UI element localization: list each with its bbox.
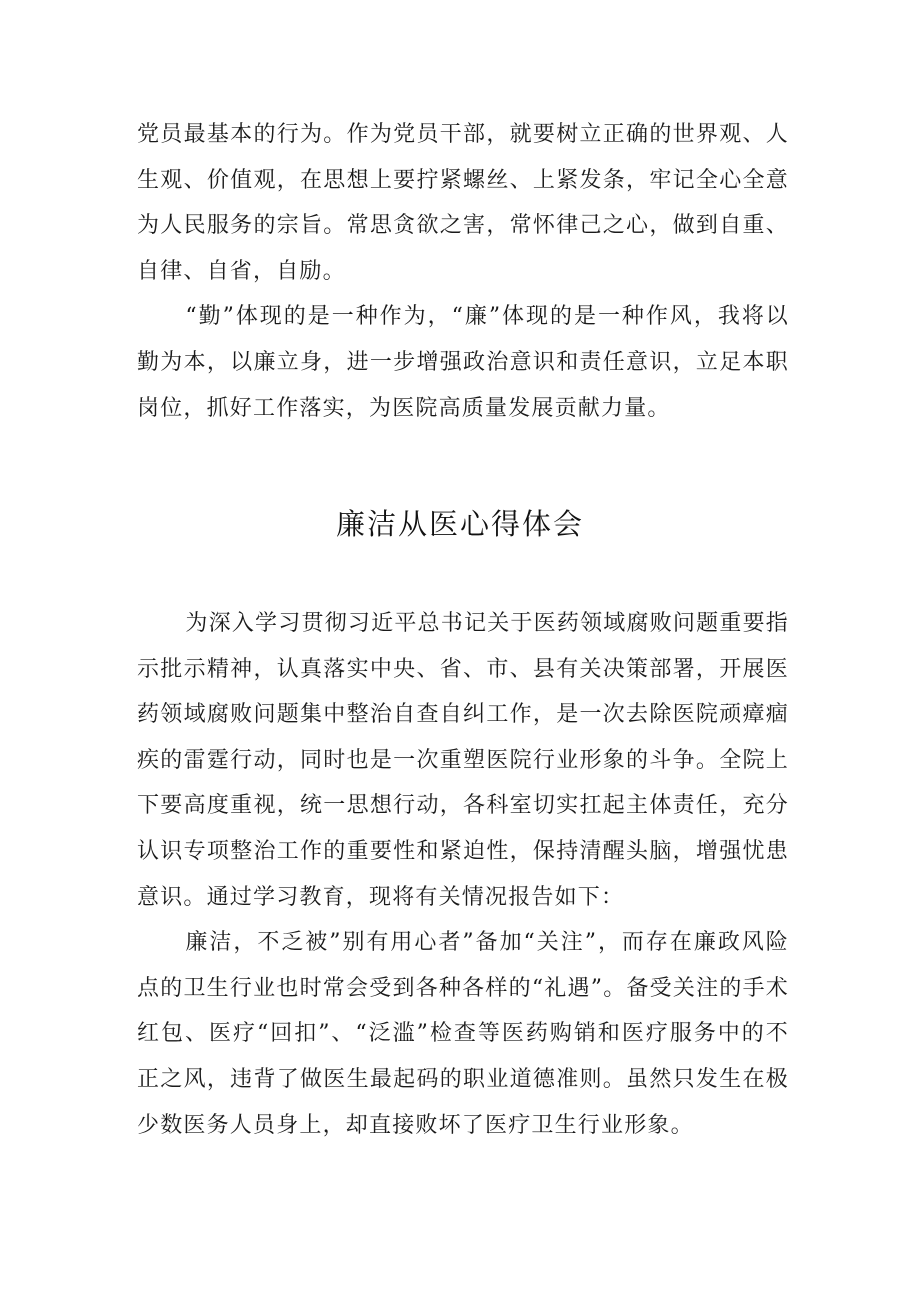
- paragraph-intro: 为深入学习贯彻习近平总书记关于医药领域腐败问题重要指示批示精神，认真落实中央、省、市、县有关决策部署，开展医药领域腐败问题集中整治自查自纠工作，是一次去除医院顽瘴痼疾的雷霆行动，同时也是一次重塑医院行业形象的斗争。全院上下要高度重视，统一思想行动，各科室切实扛起主体责任，充分认识专项整治工作的重要性和紧迫性，保持清醒头脑，增强忧患意识。通过学习教育，现将有关情况报告如下：: [137, 611, 789, 910]
- article-title: 廉洁从医心得体会: [335, 507, 584, 541]
- paragraph-diligence-integrity: “勤”体现的是一种作为，“廉”体现的是一种作风，我将以勤为本，以廉立身，进一步增强政治意识和责任意识，立足本职岗位，抓好工作落实，为医院高质量发展贡献力量。: [137, 304, 789, 421]
- previous-section-text: [137, 112, 789, 431]
- paragraph-integrity: 廉洁，不乏被”别有用心者”备加“关注”，而存在廉政风险点的卫生行业也时常会受到各种各样的“礼遇”。备受关注的手术红包、医疗“回扣”、“泛滥”检查等医药购销和医疗服务中的不正之风，违背了做医生最起码的职业道德准则。虽然只发生在极少数医务人员身上，却直接败坏了医疗卫生行业形象。: [137, 930, 789, 1138]
- article-body: [137, 601, 789, 1148]
- paragraph-continued: 党员最基本的行为。作为党员干部，就要树立正确的世界观、人生观、价值观，在思想上要拧紧螺丝、上紧发条，牢记全心全意为人民服务的宗旨。常思贪欲之害，常怀律己之心，做到自重、自律、自省，自励。: [137, 122, 789, 284]
